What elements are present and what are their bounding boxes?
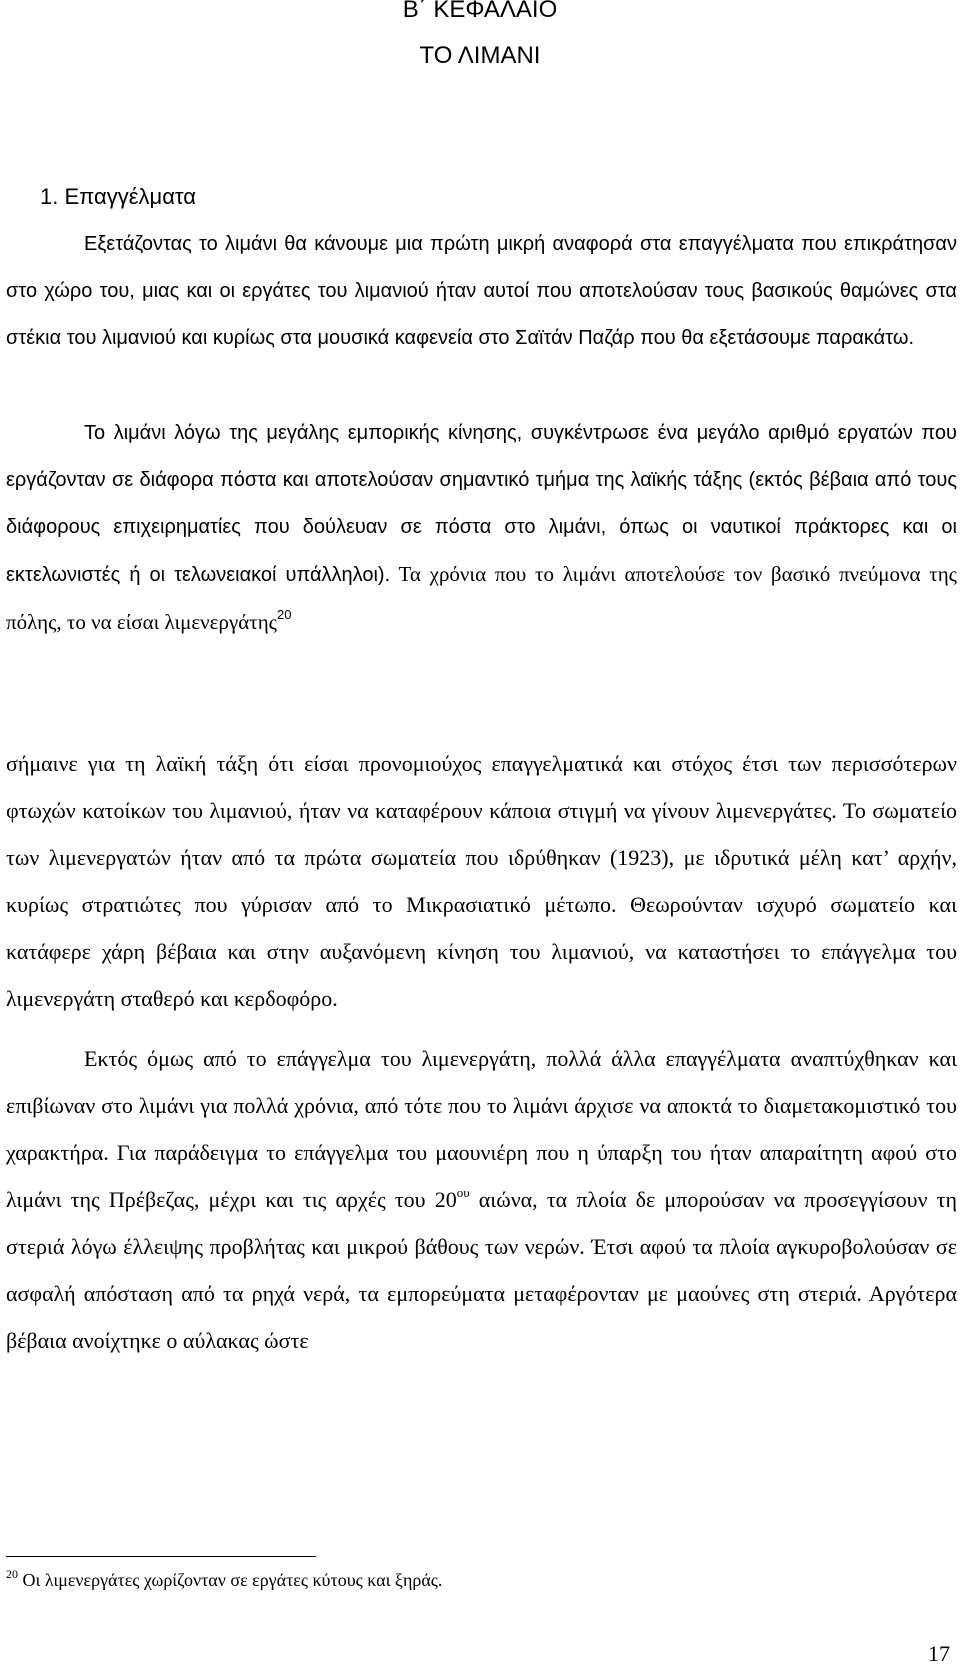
chapter-label: Β΄ ΚΕΦΑΛΑΙΟ <box>402 0 558 23</box>
section-heading: 1. Επαγγέλματα <box>40 184 197 209</box>
paragraph-3-text-a: Εκτός όμως από το επάγγελμα του λιμενεργάτη, πολλά άλλα επαγγέλματα αναπτύχθηκαν και επιβίωναν στο λιμάνι για πολλά χρόνια, από τότε που το λιμάνι άρχισε να αποκτά το διαμετακομιστικό του χαρακτήρα. Για παράδειγμα το επάγγελμα του μαουνιέρη που η ύπαρξη του ήταν απαραίτητη αφού στο λιμάνι της Πρέβεζας, μέχρι και τις αρχές του 20 <box>6 1046 957 1212</box>
paragraph-1: Εξετάζοντας το λιμάνι θα κάνουμε μια πρώτη μικρή αναφορά στα επαγγέλματα που επικράτησαν στο χώρο του, μιας και οι εργάτες του λιμανιού ήταν αυτοί που αποτελούσαν τους βασικούς θαμώνες στα στέκια του λιμανιού και κυρίως στα μουσικά καφενεία στο Σαϊτάν Παζάρ που θα εξετάσουμε παρακάτω. <box>6 233 957 349</box>
footnote-number: 20 <box>6 1567 18 1581</box>
paragraph-2-serif-lead: Τα χρόνια που το λιμάνι αποτελούσε τον βασικό πνεύμονα της πόλης, το να είσαι λιμενεργάτης <box>6 562 957 634</box>
ordinal-superscript: ου <box>456 1185 470 1200</box>
paragraph-block-2-continued <box>6 740 957 1022</box>
footnote-divider <box>6 1556 316 1557</box>
paragraph-block-2 <box>6 410 957 647</box>
paragraph-2 <box>6 410 957 647</box>
footnote <box>6 1568 442 1592</box>
paragraph-2-continued: σήμαινε για τη λαϊκή τάξη ότι είσαι προνομιούχος επαγγελματικά και στόχος έτσι των περισσότερων φτωχών κατοίκων του λιμανιού, ήταν να καταφέρουν κάποια στιγμή να γίνουν λιμενεργάτες. Το σωματείο των λιμενεργατών ήταν από τα πρώτα σωματεία που ιδρύθηκαν (1923), με ιδρυτικά μέλη κατ’ αρχήν, κυρίως στρατιώτες που γύρισαν από το Μικρασιατικό μέτωπο. Θεωρούνταν ισχυρό σωματείο και κατάφερε χάρη βέβαια και στην αυξανόμενη κίνηση του λιμανιού, να καταστήσει το επάγγελμα του λιμενεργάτη σταθερό και κερδοφόρο. <box>6 751 957 1011</box>
paragraph-block-1 <box>6 221 957 362</box>
footnote-text: Οι λιμενεργάτες χωρίζονταν σε εργάτες κύτους και ξηράς. <box>18 1570 443 1590</box>
chapter-title: ΤΟ ΛΙΜΑΝΙ <box>419 42 541 69</box>
paragraph-3 <box>6 1035 957 1364</box>
page-number: 17 <box>928 1641 950 1666</box>
paragraph-block-3 <box>6 1035 957 1364</box>
footnote-reference: 20 <box>277 607 292 622</box>
paragraph-2-sans-text: Το λιμάνι λόγω της μεγάλης εμπορικής κίνησης, συγκέντρωσε ένα μεγάλο αριθμό εργατών που εργάζονταν σε διάφορα πόστα και αποτελούσαν σημαντικό τμήμα της λαϊκής τάξης (εκτός βέβαια από τους διάφορους επιχειρηματίες που δούλευαν σε πόστα στο λιμάνι, όπως οι ναυτικοί πράκτορες και οι εκτελωνιστές ή οι τελωνειακοί υπάλληλοι). <box>6 422 957 586</box>
paragraph-3-text-b: αιώνα, τα πλοία δε μπορούσαν να προσεγγίσουν τη στεριά λόγω έλλειψης προβλήτας και μικρού βάθους των νερών. Έτσι αφού τα πλοία αγκυροβολούσαν σε ασφαλή απόσταση από τα ρηχά νερά, τα εμπορεύματα μεταφέρονταν με μαούνες στη στεριά. Αργότερα βέβαια ανοίχτηκε ο αύλακας ώστε <box>6 1187 957 1353</box>
